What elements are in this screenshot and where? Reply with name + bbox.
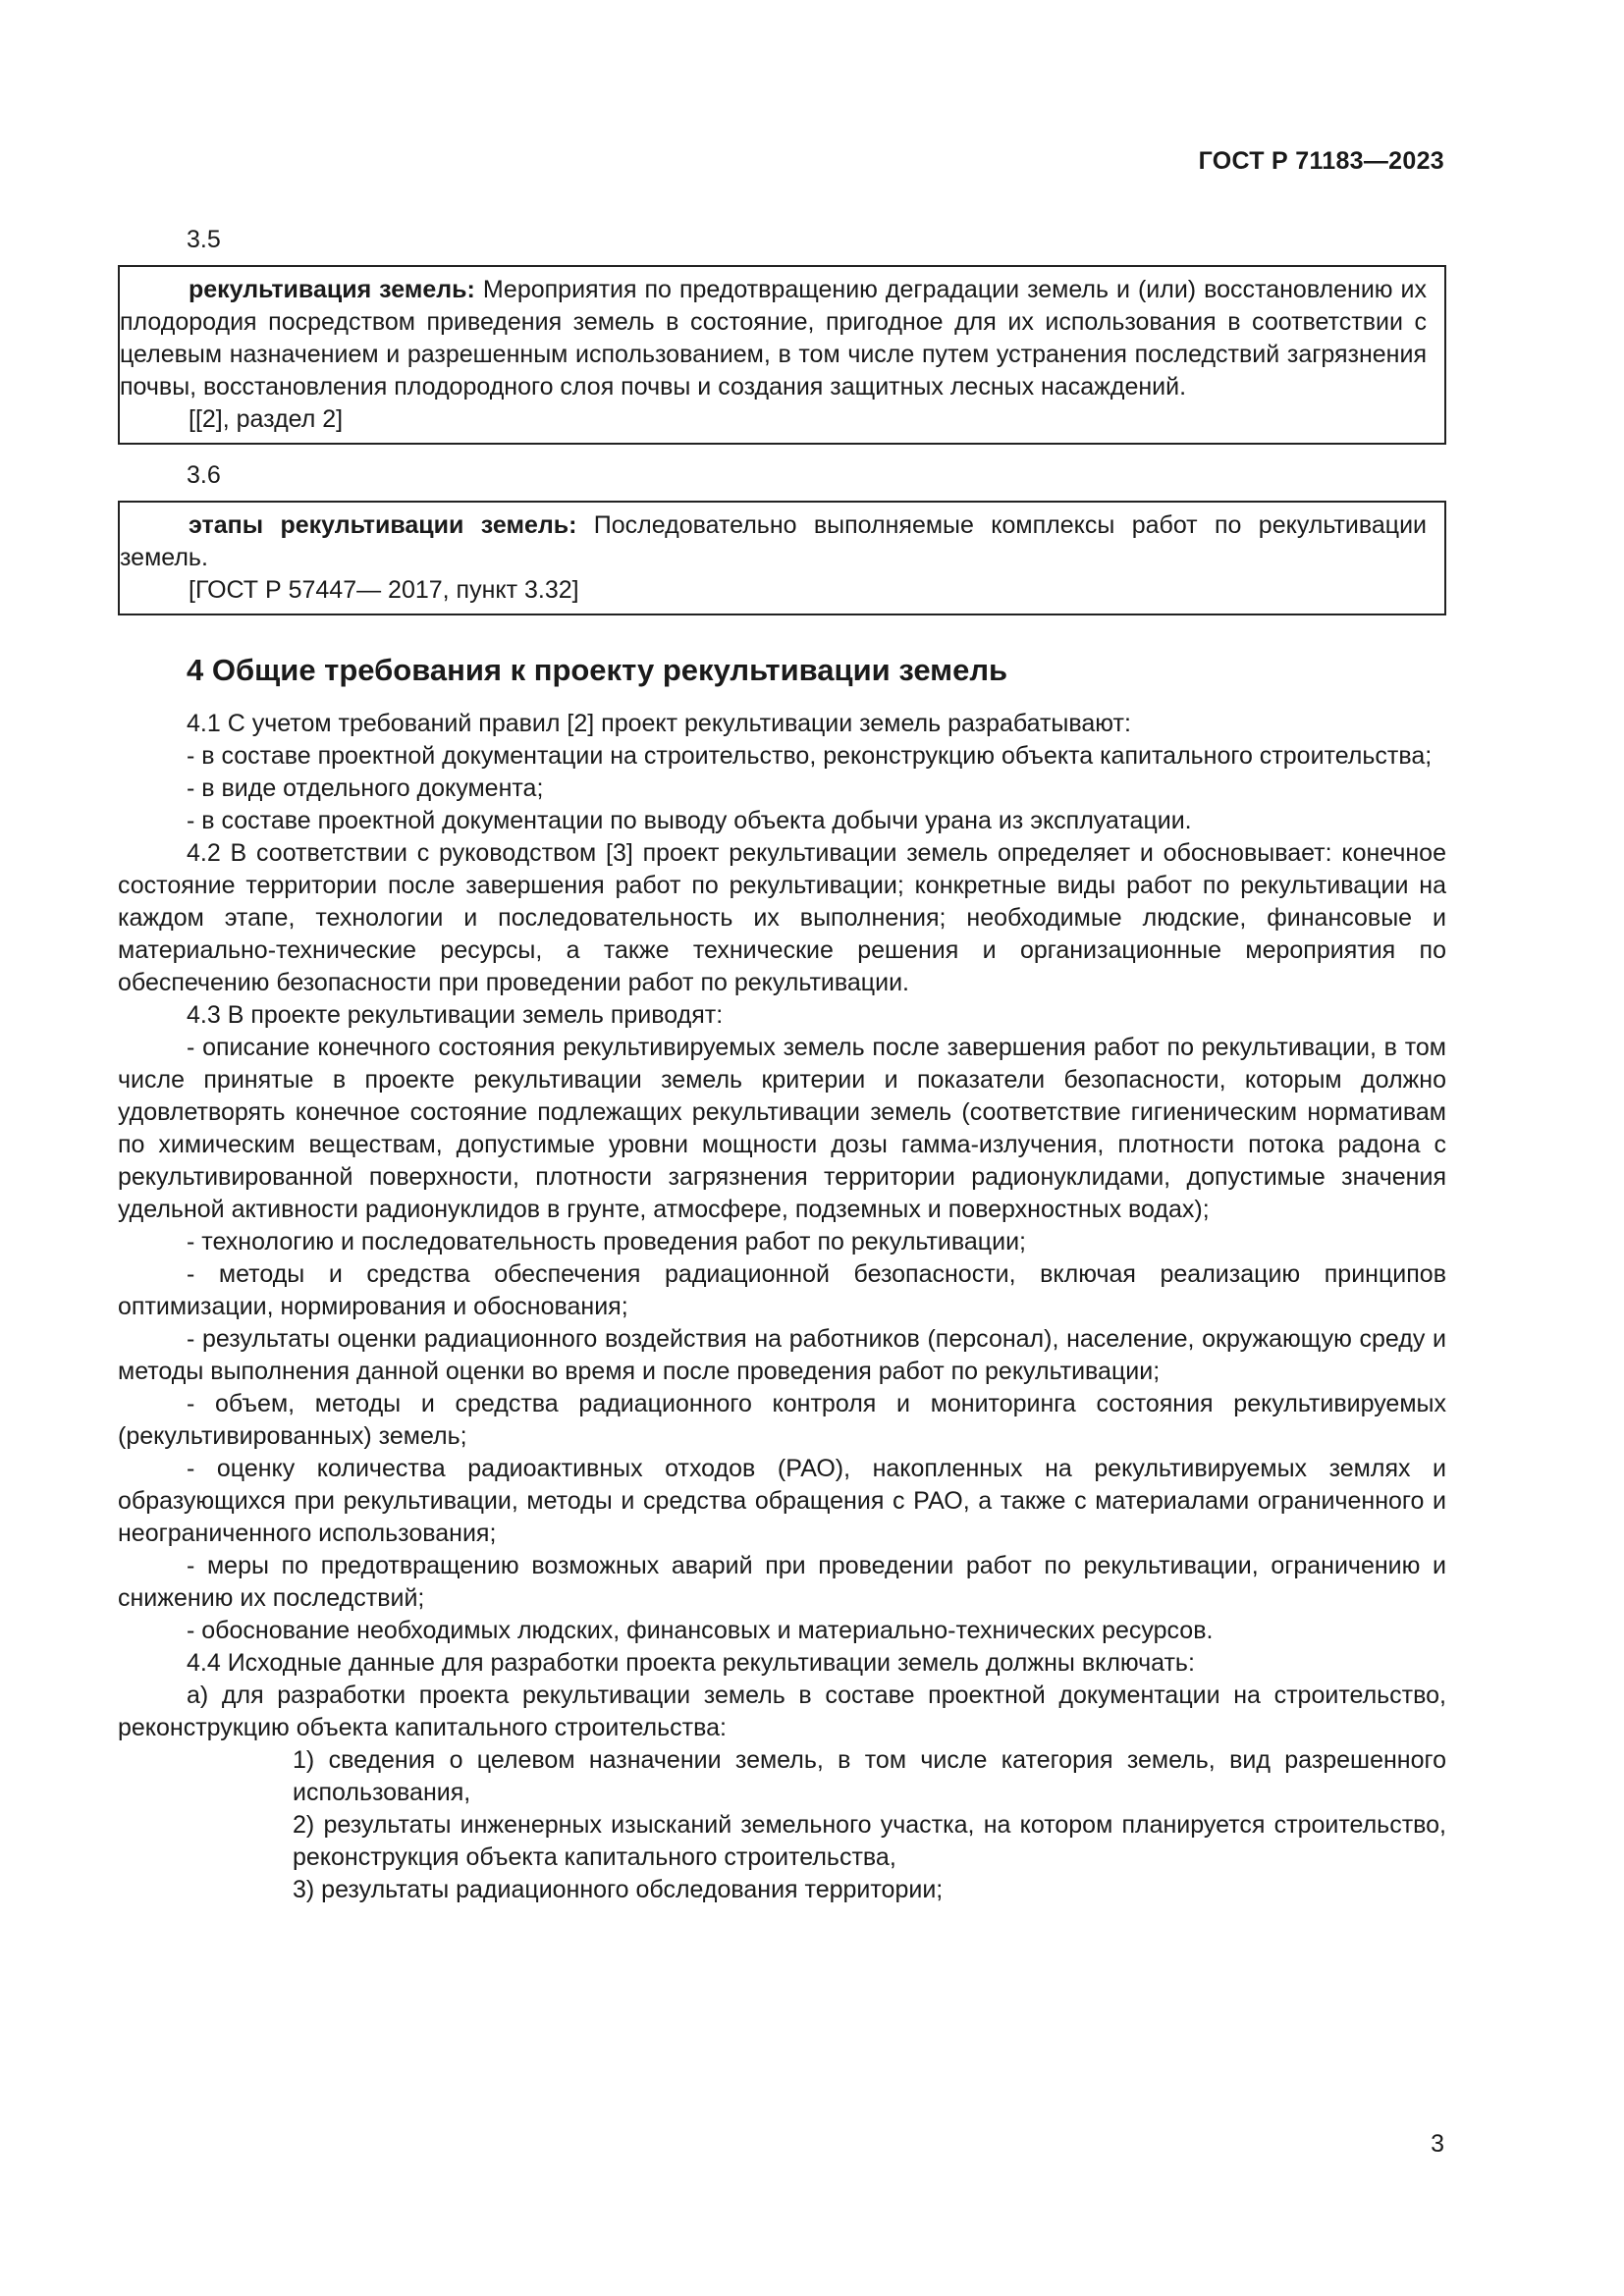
standard-designation: ГОСТ Р 71183—2023	[1198, 147, 1444, 175]
list-item: - в составе проектной документации по выводу объекта добычи урана из эксплуатации.	[187, 807, 1192, 834]
list-item: - оценку количества радиоактивных отходов (РАО), накопленных на рекультивируемых землях и образующихся при рекультивации, методы и средства обращения с РАО, а также с материалами ограниченного и неограниченного использования;	[118, 1455, 1446, 1547]
term-reference: [[2], раздел 2]	[189, 405, 344, 433]
list-item: - обоснование необходимых людских, финансовых и материально-технических ресурсов.	[187, 1617, 1214, 1644]
term-definition	[120, 274, 1427, 403]
term-name: рекультивация земель:	[189, 276, 475, 303]
page-content	[118, 224, 1446, 1906]
term-definition-box	[118, 265, 1446, 445]
term-definition-box	[118, 501, 1446, 615]
term-definition-text: Мероприятия по предотвращению деградации земель и (или) восстановлению их плодородия посредством приведения земель в состояние, пригодное для их использования в соответствии с целевым назначением и разрешенным использованием, в том числе путем устранения последствий загрязнения почвы, восстановления плодородного слоя почвы и создания защитных лесных насаждений.	[120, 276, 1427, 400]
paragraph: 4.4 Исходные данные для разработки проекта рекультивации земель должны включать:	[187, 1649, 1195, 1677]
list-item: - в составе проектной документации на строительство, реконструкцию объекта капитального строительства;	[187, 742, 1433, 770]
paragraph: 4.2 В соответствии с руководством [3] проект рекультивации земель определяет и обосновывает: конечное состояние территории после завершения работ по рекультивации; конкретные виды работ по рекультивации на каждом этапе, технологии и последовательность их выполнения; необходимые людские, финансовые и материально-технические ресурсы, а также технические решения и организационные мероприятия по обеспечению безопасности при проведении работ по рекультивации.	[118, 839, 1446, 996]
list-item: - меры по предотвращению возможных аварий при проведении работ по рекультивации, ограничению и снижению их последствий;	[118, 1552, 1446, 1612]
paragraph: 4.3 В проекте рекультивации земель приводят:	[187, 1001, 724, 1029]
term-definition	[120, 509, 1427, 574]
list-item: - объем, методы и средства радиационного контроля и мониторинга состояния рекультивируемых (рекультивированных) земель;	[118, 1390, 1446, 1450]
term-name: этапы рекультивации земель:	[189, 511, 577, 539]
numbered-item: 1) сведения о целевом назначении земель, в том числе категория земель, вид разрешенного использования,	[293, 1746, 1446, 1806]
list-item: - технологию и последовательность проведения работ по рекультивации;	[187, 1228, 1026, 1255]
numbered-item: 3) результаты радиационного обследования территории;	[293, 1876, 944, 1903]
term-reference: [ГОСТ Р 57447— 2017, пункт 3.32]	[189, 576, 579, 604]
section-heading: 4 Общие требования к проекту рекультивации земель	[187, 653, 1008, 687]
list-item: - методы и средства обеспечения радиационной безопасности, включая реализацию принципов оптимизации, нормирования и обоснования;	[118, 1260, 1446, 1320]
list-item: - в виде отдельного документа;	[187, 774, 544, 802]
numbered-item: 2) результаты инженерных изысканий земельного участка, на котором планируется строительство, реконструкция объекта капитального строительства,	[293, 1811, 1446, 1871]
paragraph: 4.1 С учетом требований правил [2] проект рекультивации земель разрабатывают:	[187, 710, 1131, 737]
list-item: а) для разработки проекта рекультивации земель в составе проектной документации на строительство, реконструкцию объекта капитального строительства:	[118, 1682, 1446, 1741]
list-item: - результаты оценки радиационного воздействия на работников (персонал), население, окружающую среду и методы выполнения данной оценки во время и после проведения работ по рекультивации;	[118, 1325, 1446, 1385]
term-number: 3.6	[187, 461, 221, 489]
term-number: 3.5	[187, 226, 221, 253]
term-definition-text: Последовательно выполняемые комплексы работ по рекультивации земель.	[120, 511, 1427, 571]
page-number: 3	[1431, 2130, 1444, 2158]
list-item: - описание конечного состояния рекультивируемых земель после завершения работ по рекультивации, в том числе принятые в проекте рекультивации земель критерии и показатели безопасности, которым должно удовлетворять конечное состояние подлежащих рекультивации земель (соответствие гигиеническим нормативам по химическим веществам, допустимые уровни мощности дозы гамма-излучения, плотности потока радона с рекультивированной поверхности, плотности загрязнения территории радионуклидами, допустимые значения удельной активности радионуклидов в грунте, атмосфере, подземных и поверхностных водах);	[118, 1034, 1446, 1223]
